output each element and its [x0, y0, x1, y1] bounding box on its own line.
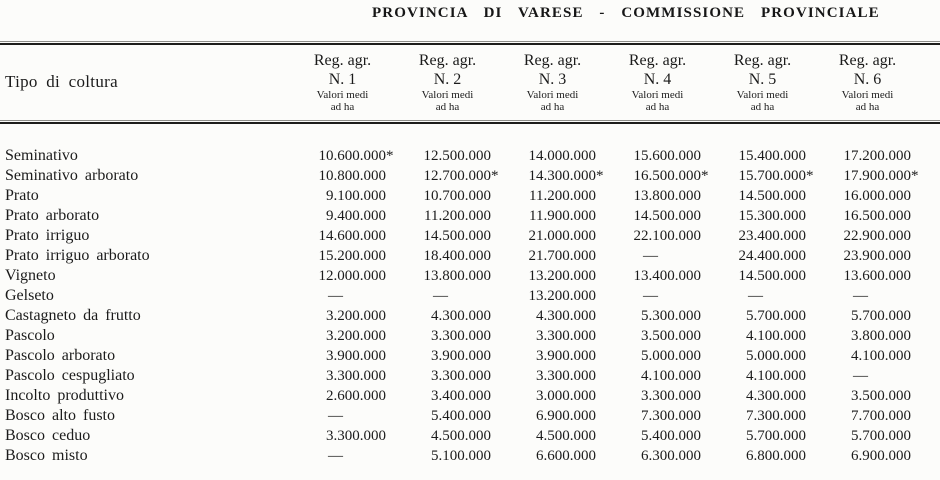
value-cell: 13.200.000 — [528, 288, 596, 304]
value-cell: 21.700.000 — [528, 248, 596, 264]
column-number: N. 4 — [643, 71, 672, 88]
value-cell: 23.900.000 — [843, 248, 911, 264]
value-cell: 15.600.000 — [633, 148, 701, 164]
value-cell: 3.200.000 — [326, 328, 386, 344]
value-cell: — — [853, 368, 868, 384]
column-unit: ad ha — [540, 101, 565, 113]
row-label: Bosco ceduo — [5, 427, 91, 444]
value-cell: — — [748, 288, 763, 304]
value-cell: 13.800.000 — [423, 268, 491, 284]
value-cell: 14.500.000 — [423, 228, 491, 244]
value-cell: 3.200.000 — [326, 308, 386, 324]
value-cell: 17.900.000* — [843, 168, 919, 184]
value-cell: — — [328, 408, 343, 424]
column-unit: ad ha — [855, 101, 880, 113]
value-cell: 4.100.000 — [641, 368, 701, 384]
column-header-reg-3 — [500, 46, 605, 118]
value-cell: 12.000.000 — [318, 268, 386, 284]
value-cell: 3.300.000 — [326, 428, 386, 444]
value-cell: 5.400.000 — [641, 428, 701, 444]
row-label: Prato irriguo — [5, 227, 90, 244]
column-unit: ad ha — [645, 101, 670, 113]
value-cell: 15.700.000* — [738, 168, 814, 184]
header-rule — [0, 120, 940, 124]
value-cell: 3.900.000 — [536, 348, 596, 364]
value-cell: 3.000.000 — [536, 388, 596, 404]
value-cell: 3.300.000 — [431, 328, 491, 344]
row-label: Pascolo arborato — [5, 347, 116, 364]
value-cell: 5.000.000 — [746, 348, 806, 364]
value-cell: 6.600.000 — [536, 448, 596, 464]
column-subtitle: Valori medi — [736, 89, 789, 101]
column-title: Reg. agr. — [733, 52, 792, 69]
value-cell: 4.100.000 — [746, 368, 806, 384]
table-row — [0, 266, 940, 286]
column-header-reg-1 — [290, 46, 395, 118]
value-cell: 17.200.000 — [843, 148, 911, 164]
value-cell: 15.200.000 — [318, 248, 386, 264]
column-header-reg-5 — [710, 46, 815, 118]
value-cell: 11.200.000 — [424, 208, 491, 224]
value-cell: 18.400.000 — [423, 248, 491, 264]
column-number: N. 3 — [538, 71, 567, 88]
value-cell: 4.500.000 — [431, 428, 491, 444]
value-cell: 13.200.000 — [528, 268, 596, 284]
table-row — [0, 366, 940, 386]
table-body — [0, 146, 940, 466]
value-cell: — — [328, 288, 343, 304]
value-cell: 14.600.000 — [318, 228, 386, 244]
value-cell: 3.500.000 — [851, 388, 911, 404]
value-cell: 4.100.000 — [851, 348, 911, 364]
table-row — [0, 406, 940, 426]
value-cell: 13.800.000 — [633, 188, 701, 204]
value-cell: — — [853, 288, 868, 304]
value-cell: 15.400.000 — [738, 148, 806, 164]
value-cell: 10.600.000* — [318, 148, 394, 164]
page-title: PROVINCIA DI VARESE - COMMISSIONE PROVINCIALE — [372, 5, 880, 21]
value-cell: 12.500.000 — [423, 148, 491, 164]
table-row — [0, 346, 940, 366]
column-number: N. 2 — [433, 71, 462, 88]
value-cell: 7.300.000 — [746, 408, 806, 424]
column-subtitle: Valori medi — [316, 89, 369, 101]
value-cell: 3.900.000 — [431, 348, 491, 364]
value-cell: 16.000.000 — [843, 188, 911, 204]
row-label: Incolto produttivo — [5, 387, 124, 404]
row-label: Bosco misto — [5, 447, 88, 464]
column-number: N. 5 — [748, 71, 777, 88]
column-subtitle: Valori medi — [631, 89, 684, 101]
column-subtitle: Valori medi — [421, 89, 474, 101]
value-cell: — — [328, 448, 343, 464]
row-label: Seminativo — [5, 147, 78, 164]
row-label: Seminativo arborato — [5, 167, 139, 184]
value-cell: 4.300.000 — [536, 308, 596, 324]
value-cell: 16.500.000* — [633, 168, 709, 184]
table-row — [0, 326, 940, 346]
value-cell: 13.600.000 — [843, 268, 911, 284]
value-cell: 3.300.000 — [536, 328, 596, 344]
value-cell: 5.000.000 — [641, 348, 701, 364]
value-cell: 4.300.000 — [431, 308, 491, 324]
column-unit: ad ha — [750, 101, 775, 113]
value-cell: 6.900.000 — [536, 408, 596, 424]
value-cell: 5.700.000 — [851, 308, 911, 324]
top-rule — [0, 41, 940, 45]
value-cell: — — [433, 288, 448, 304]
column-title: Reg. agr. — [628, 52, 687, 69]
row-label: Vigneto — [5, 267, 56, 284]
table-row — [0, 166, 940, 186]
value-cell: 5.700.000 — [851, 428, 911, 444]
value-cell: 24.400.000 — [738, 248, 806, 264]
value-cell: 2.600.000 — [326, 388, 386, 404]
table-row — [0, 226, 940, 246]
column-header-reg-2 — [395, 46, 500, 118]
table-row — [0, 246, 940, 266]
value-cell: 12.700.000* — [423, 168, 499, 184]
row-label: Prato — [5, 187, 39, 204]
value-cell: — — [643, 288, 658, 304]
table-row — [0, 446, 940, 466]
value-cell: 22.100.000 — [633, 228, 701, 244]
table-row — [0, 426, 940, 446]
table-row — [0, 306, 940, 326]
table-header — [0, 46, 940, 118]
column-number: N. 6 — [853, 71, 882, 88]
value-cell: 5.700.000 — [746, 428, 806, 444]
value-cell: 14.500.000 — [738, 268, 806, 284]
value-cell: 3.300.000 — [641, 388, 701, 404]
value-cell: 13.400.000 — [633, 268, 701, 284]
value-cell: 15.300.000 — [738, 208, 806, 224]
value-cell: 6.800.000 — [746, 448, 806, 464]
column-title: Reg. agr. — [838, 52, 897, 69]
table-row — [0, 286, 940, 306]
value-cell: 14.300.000* — [528, 168, 604, 184]
value-cell: 5.100.000 — [431, 448, 491, 464]
value-cell: 3.900.000 — [326, 348, 386, 364]
value-cell: 6.900.000 — [851, 448, 911, 464]
value-cell: 3.500.000 — [641, 328, 701, 344]
value-cell: 11.200.000 — [529, 188, 596, 204]
column-header-reg-4 — [605, 46, 710, 118]
row-label: Gelseto — [5, 287, 54, 304]
column-subtitle: Valori medi — [841, 89, 894, 101]
column-number: N. 1 — [328, 71, 357, 88]
value-cell: 3.800.000 — [851, 328, 911, 344]
value-cell: 4.300.000 — [746, 388, 806, 404]
column-title: Reg. agr. — [313, 52, 372, 69]
value-cell: 16.500.000 — [843, 208, 911, 224]
table-row — [0, 146, 940, 166]
row-label: Prato irriguo arborato — [5, 247, 150, 264]
column-unit: ad ha — [330, 101, 355, 113]
column-title: Reg. agr. — [523, 52, 582, 69]
value-cell: 14.000.000 — [528, 148, 596, 164]
column-subtitle: Valori medi — [526, 89, 579, 101]
value-cell: 10.700.000 — [423, 188, 491, 204]
row-label: Bosco alto fusto — [5, 407, 115, 424]
value-cell: — — [643, 248, 658, 264]
value-cell: 6.300.000 — [641, 448, 701, 464]
row-label: Pascolo cespugliato — [5, 367, 135, 384]
value-cell: 7.300.000 — [641, 408, 701, 424]
value-cell: 4.500.000 — [536, 428, 596, 444]
value-cell: 5.400.000 — [431, 408, 491, 424]
value-cell: 11.900.000 — [529, 208, 596, 224]
value-cell: 3.400.000 — [431, 388, 491, 404]
value-cell: 5.700.000 — [746, 308, 806, 324]
column-unit: ad ha — [435, 101, 460, 113]
row-label: Castagneto da frutto — [5, 307, 141, 324]
value-cell: 5.300.000 — [641, 308, 701, 324]
value-cell: 14.500.000 — [633, 208, 701, 224]
value-cell: 9.100.000 — [326, 188, 386, 204]
value-cell: 7.700.000 — [851, 408, 911, 424]
column-header-reg-6 — [815, 46, 920, 118]
table-row — [0, 386, 940, 406]
value-cell: 3.300.000 — [536, 368, 596, 384]
value-cell: 14.500.000 — [738, 188, 806, 204]
value-cell: 9.400.000 — [326, 208, 386, 224]
row-header-label: Tipo di coltura — [5, 72, 118, 91]
value-cell: 3.300.000 — [431, 368, 491, 384]
row-label: Prato arborato — [5, 207, 100, 224]
value-cell: 22.900.000 — [843, 228, 911, 244]
value-cell: 4.100.000 — [746, 328, 806, 344]
table-row — [0, 186, 940, 206]
row-label: Pascolo — [5, 327, 55, 344]
value-cell: 3.300.000 — [326, 368, 386, 384]
value-cell: 10.800.000 — [318, 168, 386, 184]
value-cell: 21.000.000 — [528, 228, 596, 244]
column-title: Reg. agr. — [418, 52, 477, 69]
table-row — [0, 206, 940, 226]
value-cell: 23.400.000 — [738, 228, 806, 244]
